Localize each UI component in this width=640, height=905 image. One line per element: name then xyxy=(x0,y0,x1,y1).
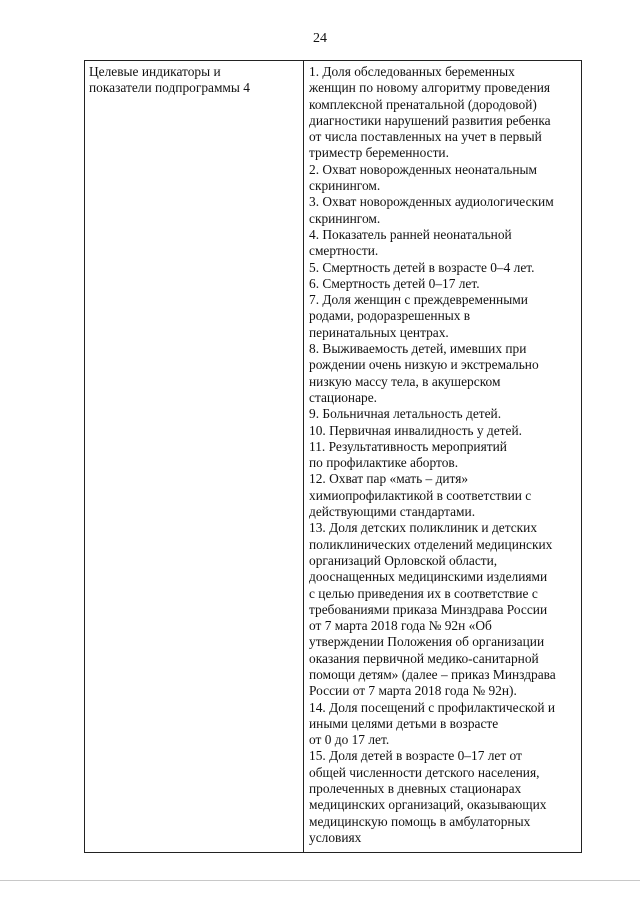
indicator-line: оказания первичной медико-санитарной xyxy=(309,650,539,666)
indicator-line: организаций Орловской области, xyxy=(309,552,498,568)
indicator-line: рождении очень низкую и экстремально xyxy=(309,357,539,373)
page-number: 24 xyxy=(313,31,327,46)
indicator-line: помощи детям» (далее – приказ Минздрава xyxy=(309,666,556,682)
table-content-cell xyxy=(304,61,581,852)
indicators-table xyxy=(84,60,582,853)
indicator-line: поликлинических отделений медицинских xyxy=(309,536,553,552)
label-line: Целевые индикаторы и xyxy=(89,64,221,79)
indicator-line: скринингом. xyxy=(309,178,381,194)
indicator-line: стационаре. xyxy=(309,389,378,405)
indicator-line: действующими стандартами. xyxy=(309,504,476,520)
indicator-line: 3. Охват новорожденных аудиологическим xyxy=(309,194,554,210)
indicator-line: низкую массу тела, в акушерском xyxy=(309,373,501,389)
indicator-line: пролеченных в дневных стационарах xyxy=(309,781,522,797)
indicator-line: 11. Результативность мероприятий xyxy=(309,438,507,454)
indicator-line: женщин по новому алгоритму проведения xyxy=(309,80,551,96)
indicator-line: общей численности детского населения, xyxy=(309,764,540,780)
label-line: показатели подпрограммы 4 xyxy=(89,80,250,96)
table-label-cell xyxy=(85,61,304,852)
indicator-line: 6. Смертность детей 0–17 лет. xyxy=(309,275,480,291)
indicator-line: с целью приведения их в соответствие с xyxy=(309,585,538,601)
indicator-line: 14. Доля посещений с профилактической и xyxy=(309,699,556,715)
indicator-line: дооснащенных медицинскими изделиями xyxy=(309,569,548,585)
indicator-line: 4. Показатель ранней неонатальной xyxy=(309,226,512,242)
indicator-line: 12. Охват пар «мать – дитя» xyxy=(309,471,469,487)
indicator-line: 10. Первичная инвалидность у детей. xyxy=(309,422,522,438)
indicator-line: комплексной пренатальной (дородовой) xyxy=(309,96,537,112)
indicator-line: России от 7 марта 2018 года № 92н). xyxy=(309,683,517,699)
indicator-line: 7. Доля женщин с преждевременными xyxy=(309,292,528,308)
indicator-line: медицинских организаций, оказывающих xyxy=(309,797,547,813)
indicator-line: от числа поставленных на учет в первый xyxy=(309,129,542,145)
indicator-line: условиях xyxy=(309,829,362,845)
indicator-line: требованиями приказа Минздрава России xyxy=(309,601,548,617)
indicator-line: по профилактике абортов. xyxy=(309,455,459,471)
indicator-line: 15. Доля детей в возрасте 0–17 лет от xyxy=(309,748,522,764)
indicator-line: родами, родоразрешенных в xyxy=(309,308,471,324)
indicator-line: триместр беременности. xyxy=(309,145,449,161)
indicator-line: медицинскую помощь в амбулаторных xyxy=(309,813,531,829)
indicator-line: скринингом. xyxy=(309,210,381,226)
indicator-line: химиопрофилактикой в соответствии с xyxy=(309,487,532,503)
indicator-line: от 0 до 17 лет. xyxy=(309,732,390,748)
indicator-line: перинатальных центрах. xyxy=(309,324,449,340)
footer-divider xyxy=(0,880,640,881)
indicator-line: 2. Охват новорожденных неонатальным xyxy=(309,161,537,177)
indicator-line: смертности. xyxy=(309,243,379,259)
indicator-line: диагностики нарушений развития ребенка xyxy=(309,112,551,128)
indicator-line: 9. Больничная летальность детей. xyxy=(309,406,502,422)
indicator-line: 5. Смертность детей в возрасте 0–4 лет. xyxy=(309,259,535,275)
indicator-line: утверждении Положения об организации xyxy=(309,634,545,650)
indicator-line: 8. Выживаемость детей, имевших при xyxy=(309,341,527,357)
indicator-line: 13. Доля детских поликлиник и детских xyxy=(309,520,538,536)
indicator-line: 1. Доля обследованных беременных xyxy=(309,64,515,79)
indicator-line: от 7 марта 2018 года № 92н «Об xyxy=(309,618,492,634)
indicator-line: иными целями детьми в возрасте xyxy=(309,715,499,731)
